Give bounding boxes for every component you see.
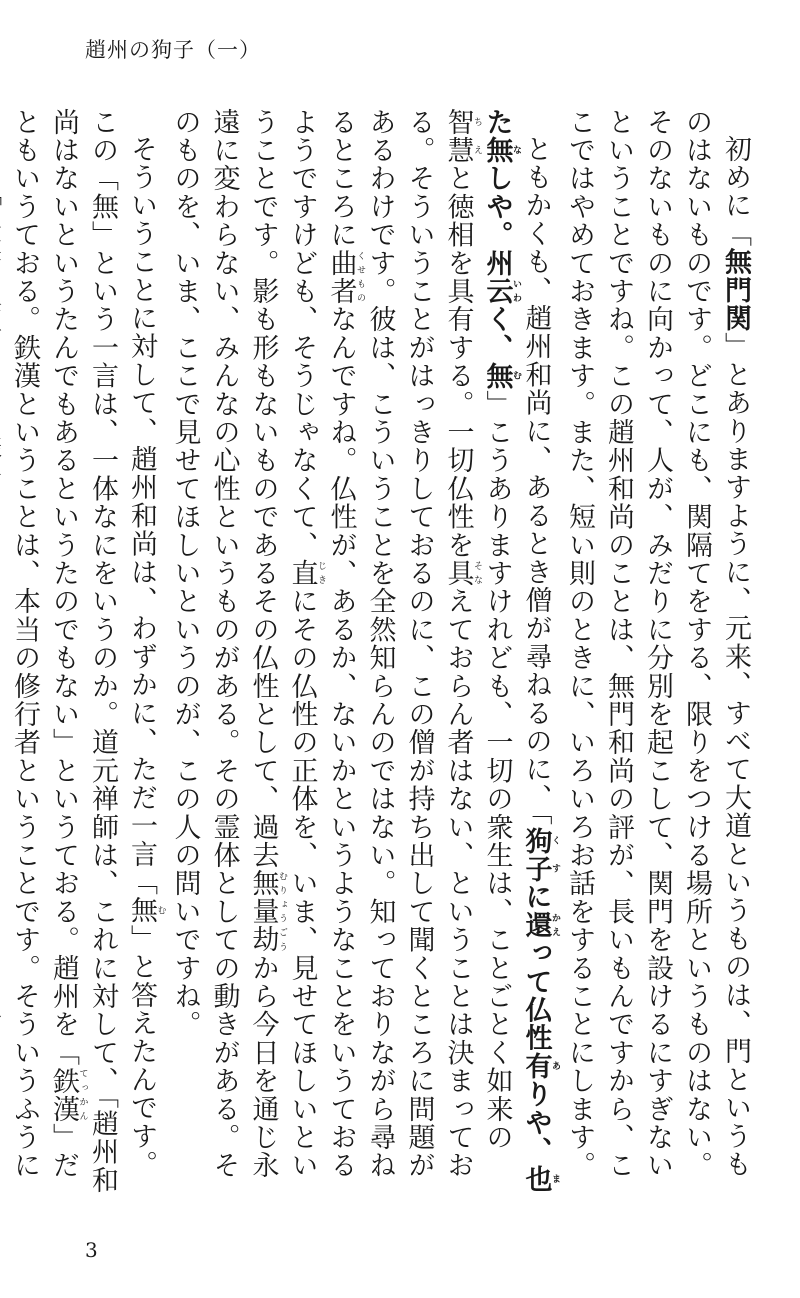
body-text — [9, 108, 755, 1198]
page-number: 3 — [85, 1238, 98, 1262]
text-run: えておらん者はない、ということは決まっておる。そういうことがはっきりしておるのに、この僧が持ち出して聞くところに問題があるわけです。彼は、こういうことを全然知らんのではない。知っておりながら尋ねるところに — [325, 108, 474, 1180]
furigana: かえ — [550, 911, 560, 940]
furigana: な — [511, 136, 521, 165]
text-run: 初めに「 — [720, 135, 751, 248]
ruby-text: 無む — [481, 361, 521, 391]
page-title: 趙州の狗子（一） — [85, 38, 261, 62]
text-run: そういうことに対して、趙州和尚は、わずかに、ただ一言「 — [126, 135, 157, 897]
emphasized-text: 無門関 — [720, 247, 751, 333]
ruby-text: 智慧ちえ — [442, 108, 482, 165]
furigana: むりょうごう — [277, 869, 287, 954]
text-run: から今日を通じ永遠に変わらない、みんなの心性というものがある。その霊体としての動きがある。そのものを、いま、ここで見せてほしいというのが、この人の問いですね。 — [169, 108, 279, 1180]
text-run: ともかくも、趙州和尚に、あるとき僧が尋ねるのに、「 — [520, 135, 552, 827]
ruby-text: 鉄漢てっかん — [48, 1066, 88, 1124]
ruby-text: 也ま — [520, 1164, 560, 1194]
furigana: じき — [316, 559, 326, 588]
text-run: なんですね。仏性が、あるか、ないかというようなことをいうておるようですけども、そうじゃなくて、 — [286, 108, 357, 1180]
text-run: にその仏性の正体を、いま、見せてほしいということです。影も形もないものであるその仏性として、過去 — [247, 108, 318, 1180]
text-run: 」とありますように、元来、すべて大道というものは、門というものはないものです。どこにも、関隔てをする、限りをつける場所というものはない。そのないものに向かって、人が、みだりに分別を起こして、関門を設けるにすぎないということですね。この趙州和尚のことは、無門和尚の評が、長いもんですから、ここではやめておきます。また、短い則のときに、いろいろお話をすることにします。 — [564, 108, 751, 1180]
emphasized-text: く、 — [481, 305, 513, 362]
ruby-text: 無な — [481, 136, 521, 165]
ruby-text: 還かえ — [520, 911, 560, 940]
paragraph — [560, 108, 755, 1198]
ruby-text: 云いわ — [481, 277, 521, 306]
furigana: ま — [550, 1164, 560, 1194]
emphasized-text: しや。州 — [481, 164, 513, 278]
ruby-text: 無量劫むりょうごう — [247, 869, 287, 955]
ruby-text: 具そな — [442, 559, 482, 588]
furigana: てっかん — [77, 1066, 88, 1124]
furigana: む — [155, 896, 166, 925]
text-run: 」だともいうておる。鉄漢ということは、本当の修行者ということです。そういうふうに — [9, 108, 79, 1180]
text-run: 」こうありますけれども、一切の衆生は、ことごとく如来の — [481, 390, 513, 1152]
furigana: あ — [550, 1052, 560, 1081]
emphasized-text: た — [481, 108, 513, 137]
paragraph — [0, 108, 166, 1198]
furigana: そな — [472, 559, 482, 588]
ruby-text: 有あ — [520, 1052, 560, 1081]
text-run: と徳相を具有する。一切仏性を — [442, 164, 474, 560]
emphasized-text: って仏性 — [520, 939, 552, 1053]
ruby-text: 直じき — [286, 559, 326, 588]
furigana: いわ — [511, 277, 521, 306]
furigana: くせもの — [355, 249, 365, 306]
furigana: む — [511, 361, 521, 391]
emphasized-text: に — [520, 882, 552, 912]
text-run: 」と答えたんです。この「無」という一言は、一体なにをいうのか。道元禅師は、これに対して、「趙州和尚はないというたんでもあるというたのでもない」というておる。趙州を「 — [48, 108, 157, 1195]
paragraph — [166, 108, 561, 1198]
ruby-text: 狗子くす — [520, 826, 560, 883]
furigana: ちえ — [472, 108, 482, 165]
furigana: くす — [550, 826, 560, 883]
emphasized-text: りや、 — [520, 1080, 552, 1165]
ruby-text: 無む — [126, 896, 166, 925]
ruby-text: 曲者くせもの — [325, 249, 365, 306]
